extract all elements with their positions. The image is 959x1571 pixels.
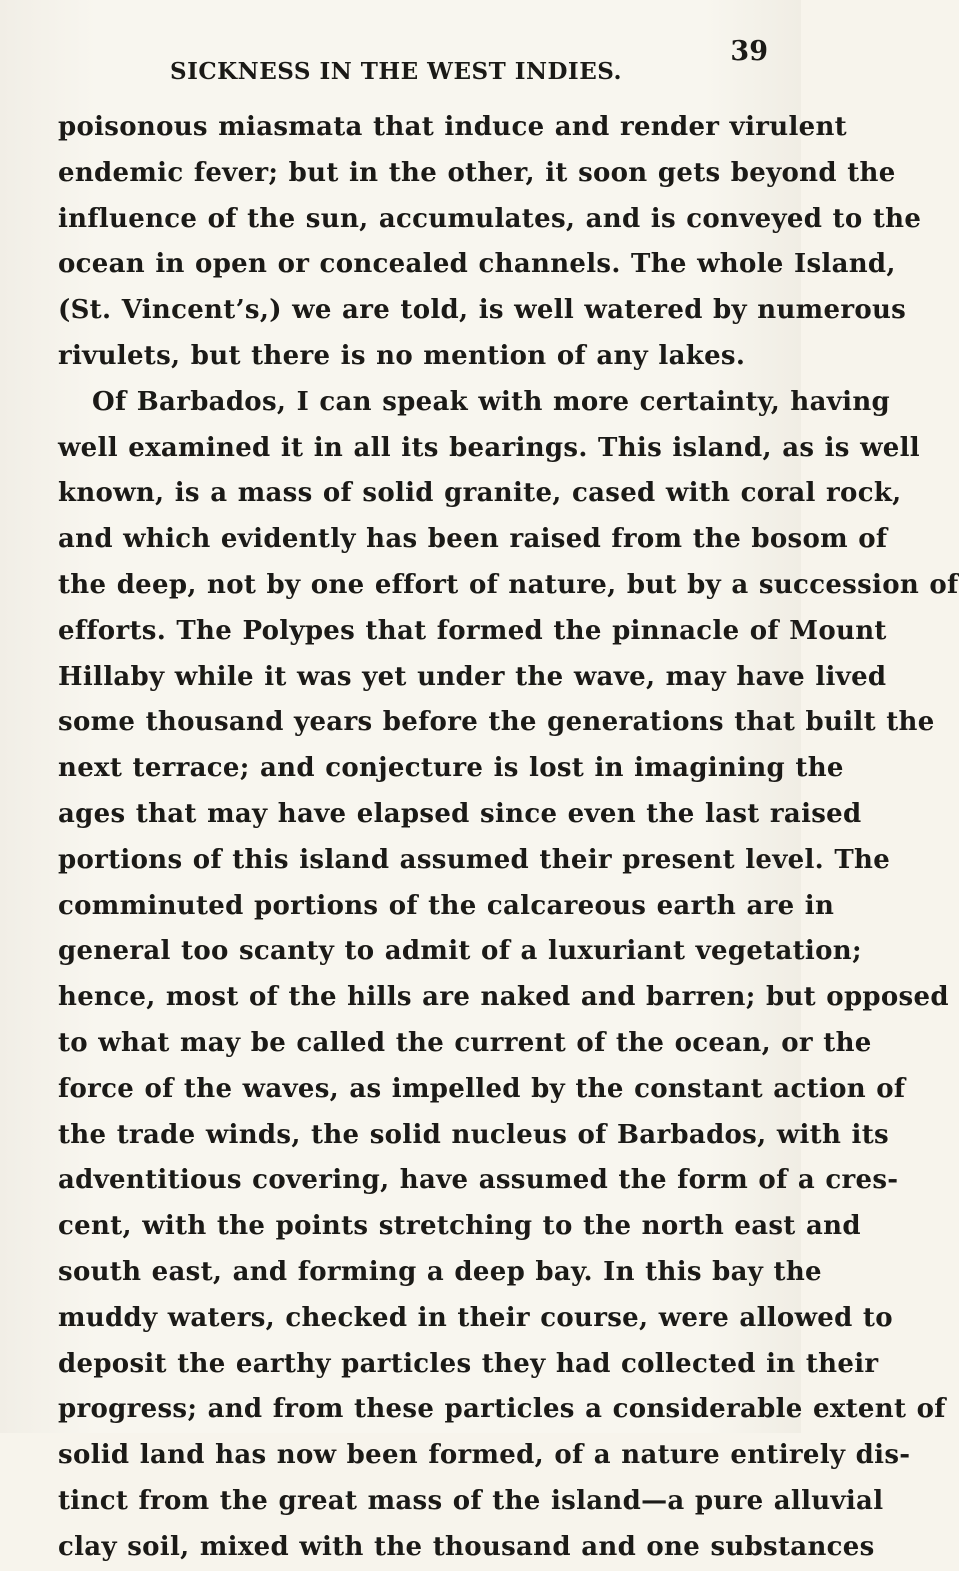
text-line: hence, most of the hills are naked and barren; but opposed — [58, 982, 949, 1013]
text-line: solid land has now been formed, of a nature entirely dis- — [58, 1440, 911, 1471]
text-line: south east, and forming a deep bay. In this bay the — [58, 1256, 822, 1287]
text-line: clay soil, mixed with the thousand and one substances — [58, 1531, 875, 1562]
body-text — [58, 105, 959, 1571]
text-line: and which evidently has been raised from the bosom of — [58, 524, 888, 555]
text-line: known, is a mass of solid granite, cased with coral rock, — [58, 478, 902, 509]
running-head: SICKNESS IN THE WEST INDIES. — [170, 58, 623, 85]
text-line: some thousand years before the generations that built the — [58, 707, 935, 738]
text-line: rivulets, but there is no mention of any lakes. — [58, 340, 746, 371]
paragraph-start-line: Of Barbados, I can speak with more certainty, having — [92, 386, 891, 417]
text-line: cent, with the points stretching to the north east and — [58, 1211, 861, 1242]
text-line: tinct from the great mass of the island—a pure alluvial — [58, 1485, 884, 1516]
text-line: efforts. The Polypes that formed the pinnacle of Mount — [58, 615, 887, 646]
text-line: portions of this island assumed their present level. The — [58, 844, 891, 875]
text-line: influence of the sun, accumulates, and is conveyed to the — [58, 203, 922, 234]
text-line: Hillaby while it was yet under the wave, may have lived — [58, 661, 887, 692]
text-line: comminuted portions of the calcareous earth are in — [58, 890, 835, 921]
text-line: ages that may have elapsed since even the last raised — [58, 798, 862, 829]
text-line: the deep, not by one effort of nature, but by a succession of — [58, 569, 959, 600]
text-line: next terrace; and conjecture is lost in imagining the — [58, 753, 844, 784]
text-line: to what may be called the current of the ocean, or the — [58, 1027, 872, 1058]
text-line: ocean in open or concealed channels. The whole Island, — [58, 249, 896, 280]
text-line: (St. Vincent’s,) we are told, is well watered by numerous — [58, 295, 907, 326]
text-line: muddy waters, checked in their course, were allowed to — [58, 1302, 893, 1333]
text-line: general too scanty to admit of a luxuriant vegetation; — [58, 936, 862, 967]
text-line: the trade winds, the solid nucleus of Barbados, with its — [58, 1119, 889, 1150]
page-header — [68, 36, 768, 85]
text-line: well examined it in all its bearings. This island, as is well — [58, 432, 920, 463]
text-line: deposit the earthy particles they had collected in their — [58, 1348, 879, 1379]
text-line: poisonous miasmata that induce and render virulent — [58, 112, 847, 142]
page-number: 39 — [730, 36, 768, 67]
text-line: adventitious covering, have assumed the form of a cres- — [58, 1165, 899, 1196]
text-line: progress; and from these particles a considerable extent of — [58, 1394, 946, 1425]
text-line: force of the waves, as impelled by the constant action of — [58, 1073, 906, 1104]
text-line: endemic fever; but in the other, it soon gets beyond the — [58, 157, 896, 188]
